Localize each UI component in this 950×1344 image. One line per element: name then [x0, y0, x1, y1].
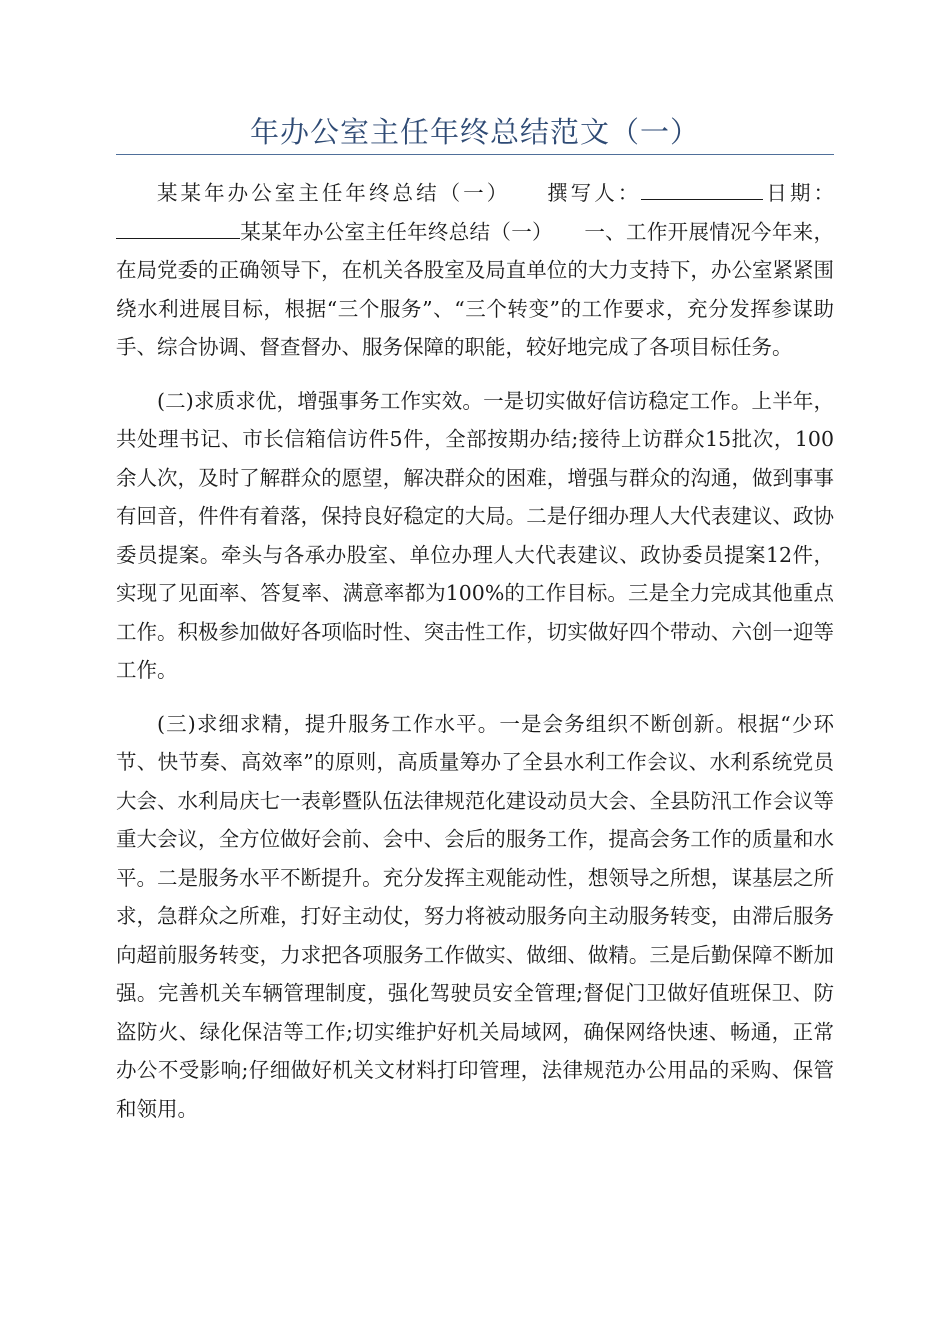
date-label: 日期： — [763, 181, 834, 205]
intro-text: 一、工作开展情况今年来，在局党委的正确领导下，在机关各股室及局直单位的大力支持下，办公室紧紧围绕水利进展目标，根据“三个服务”、“三个转变”的工作要求，充分发挥参谋助手、综合协调、督查督办、服务保障的职能，较好地完成了各项目标任务。 — [116, 219, 835, 359]
header-lead: 某某年办公室主任年终总结（一） 撰写人： — [157, 181, 642, 205]
date-blank — [116, 216, 240, 239]
paragraph-section-3: (三)求细求精，提升服务工作水平。一是会务组织不断创新。根据“少环节、快节奏、高效率”的原则，高质量筹办了全县水利工作会议、水利系统党员大会、水利局庆七一表彰暨队伍法律规范化建设动员大会、全县防汛工作会议等重大会议，全方位做好会前、会中、会后的服务工作，提高会务工作的质量和水平。二是服务水平不断提升。充分发挥主观能动性，想领导之所想，谋基层之所求，急群众之所难，打好主动仗，努力将被动服务向主动服务转变，由滞后服务向超前服务转变，力求把各项服务工作做实、做细、做精。三是后勤保障不断加强。完善机关车辆管理制度，强化驾驶员安全管理;督促门卫做好值班保卫、防盗防火、绿化保洁等工作;切实维护好机关局域网，确保网络快速、畅通，正常办公不受影响;仔细做好机关文材料打印管理，法律规范办公用品的采购、保管和领用。 — [116, 711, 834, 1121]
document-body — [116, 174, 834, 1128]
paragraph-section-2: (二)求质求优，增强事务工作实效。一是切实做好信访稳定工作。上半年，共处理书记、市长信箱信访件5件，全部按期办结;接待上访群众15批次，100余人次，及时了解群众的愿望，解决群众的困难，增强与群众的沟通，做到事事有回音，件件有着落，保持良好稳定的大局。二是仔细办理人大代表建议、政协委员提案。牵头与各承办股室、单位办理人大代表建议、政协委员提案12件，实现了见面率、答复率、满意率都为100%的工作目标。三是全力完成其他重点工作。积极参加做好各项临时性、突击性工作，切实做好四个带动、六创一迎等工作。 — [116, 388, 834, 682]
header-paragraph — [116, 174, 834, 367]
author-blank — [641, 177, 763, 200]
document-title: 年办公室主任年终总结范文（一） — [249, 115, 700, 149]
title-underline — [116, 154, 834, 155]
restated-title: 某某年办公室主任年终总结（一） — [240, 219, 543, 244]
